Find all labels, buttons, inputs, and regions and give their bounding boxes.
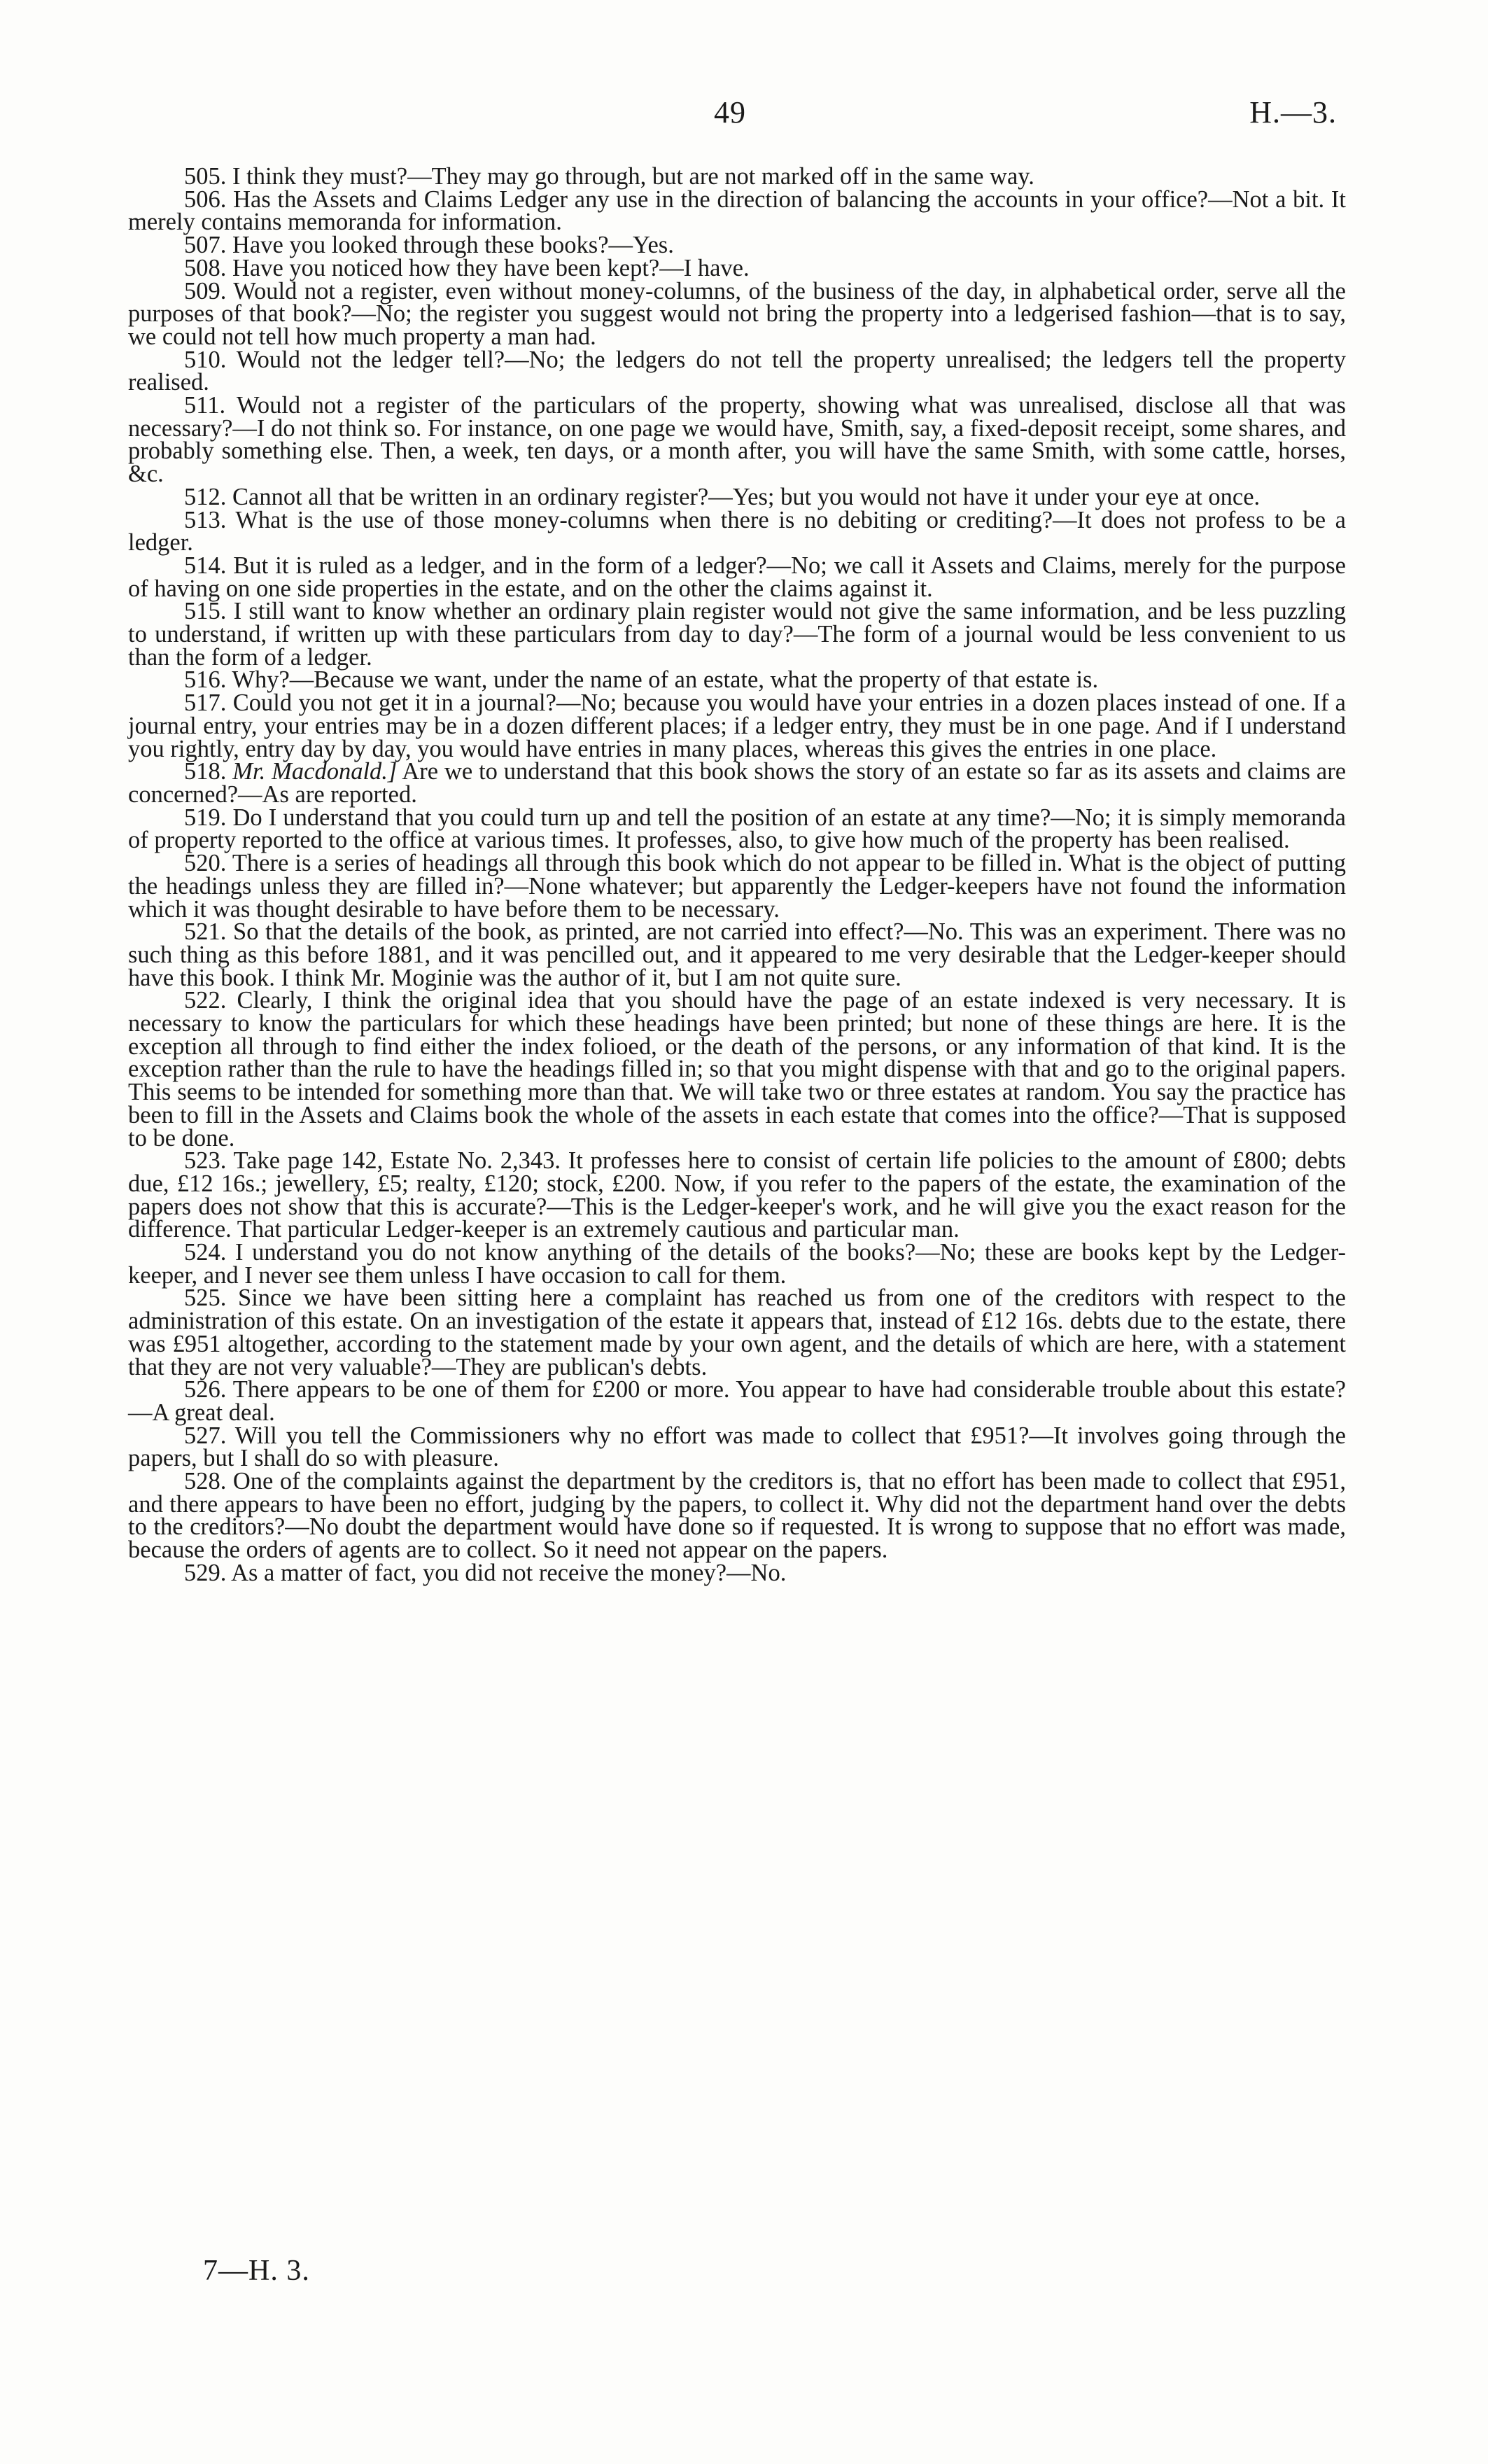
question-518 [128, 760, 1346, 806]
question-510: 510. Would not the ledger tell?—No; the ledgers do not tell the property unrealised; the ledgers tell the property realised. [128, 346, 1346, 396]
question-517: 517. Could you not get it in a journal?—No; because you would have your entries in a dozen places instead of one. If a journal entry, your entries may be in a dozen different places; if a ledger entry, they must be in one page. And if I understand you rightly, entry day by day, you would have entries in many places, whereas this gives the entries in one place. [128, 690, 1346, 762]
document-reference: H.—3. [1249, 95, 1337, 130]
question-511: 511. Would not a register of the particulars of the property, showing what was unrealised, disclose all that was necessary?—I do not think so. For instance, on one page we would have, Smith, say, a fixed-deposit receipt, some shares, and probably something else. Then, a week, ten days, or a month after, you will have the same Smith, with some cattle, horses, &c. [128, 392, 1346, 488]
question-514: 514. But it is ruled as a ledger, and in the form of a ledger?—No; we call it Assets and Claims, merely for the purpose of having on one side properties in the estate, and on the other the claims against it. [128, 552, 1346, 602]
question-515: 515. I still want to know whether an ordinary plain register would not give the same information, and be less puzzling to understand, if written up with these particulars from day to day?—The form of a journal would be less convenient to us than the form of a ledger. [128, 598, 1346, 671]
question-527: 527. Will you tell the Commissioners why no effort was made to collect that £951?—It involves going through the papers, but I shall do so with pleasure. [128, 1422, 1346, 1472]
question-524: 524. I understand you do not know anything of the details of the books?—No; these are books kept by the Ledger-keeper, and I never see them unless I have occasion to call for them. [128, 1239, 1346, 1289]
question-513: 513. What is the use of those money-columns when there is no debiting or crediting?—It does not profess to be a ledger. [128, 506, 1346, 556]
question-text: Are we to understand that this book shows the story of an estate so far as its assets and claims are concerned?—As are reported. [128, 758, 1347, 808]
question-522: 522. Clearly, I think the original idea that you should have the page of an estate indexed is very necessary. It is necessary to know the particulars for which these headings have been printed; but none of these things are here. It is the exception all through to find either the index folioed, or the death of the persons, or any information of that kind. It is the exception rather than the rule to have the headings filled in; so that you might dispense with that and go to the original papers. This seems to be intended for something more than that. We will take two or three estates at random. You say the practice has been to fill in the Assets and Claims book the whole of the assets in each estate that comes into the office?—That is supposed to be done. [128, 987, 1346, 1152]
question-519: 519. Do I understand that you could turn up and tell the position of an estate at any time?—No; it is simply memoranda of property reported to the office at various times. It professes, also, to give how much of the property has been realised. [128, 804, 1346, 854]
question-509: 509. Would not a register, even without money-columns, of the business of the day, in alphabetical order, serve all the purposes of that book?—No; the register you suggest would not bring the property into a ledgerised fashion—that is to say, we could not tell how much property a man had. [128, 277, 1346, 350]
question-528: 528. One of the complaints against the department by the creditors is, that no effort has been made to collect that £951, and there appears to have been no effort, judging by the papers, to collect it. Why did not the department hand over the debts to the creditors?—No doubt the department would have done so if requested. It is wrong to suppose that no effort was made, because the orders of agents are to collect. So it need not appear on the papers. [128, 1468, 1346, 1564]
question-529: 529. As a matter of fact, you did not receive the money?—No. [184, 1559, 787, 1586]
question-526: 526. There appears to be one of them for £200 or more. You appear to have had considerable trouble about this estate?—A great deal. [128, 1376, 1346, 1426]
question-506: 506. Has the Assets and Claims Ledger any use in the direction of balancing the accounts in your office?—Not a bit. It merely contains memoranda for information. [128, 186, 1346, 236]
speaker-name: Mr. Macdonald.] [232, 758, 398, 785]
question-520: 520. There is a series of headings all through this book which do not appear to be filled in. What is the object of putting the headings unless they are filled in?—None whatever; but apparently the Ledger-keepers have not found the information which it was thought desirable to have before them to be necessary. [128, 850, 1346, 923]
question-508: 508. Have you noticed how they have been kept?—I have. [184, 254, 750, 281]
signature-mark: 7—H. 3. [203, 2255, 310, 2287]
question-507: 507. Have you looked through these books?—Yes. [184, 232, 674, 259]
question-523: 523. Take page 142, Estate No. 2,343. It professes here to consist of certain life policies to the amount of £800; debts due, £12 16s.; jewellery, £5; realty, £120; stock, £200. Now, if you refer to the papers of the estate, the examination of the papers does not show that this is accurate?—This is the Ledger-keeper's work, and he will give you the exact reason for the difference. That particular Ledger-keeper is an extremely cautious and particular man. [128, 1147, 1346, 1243]
page-header [0, 94, 1488, 144]
question-512: 512. Cannot all that be written in an ordinary register?—Yes; but you would not have it under your eye at once. [184, 483, 1261, 510]
question-505: 505. I think they must?—They may go through, but are not marked off in the same way. [184, 163, 1034, 190]
question-521: 521. So that the details of the book, as printed, are not carried into effect?—No. This was an experiment. There was no such thing as this before 1881, and it was pencilled out, and it appeared to me very desirable that the Ledger-keeper should have this book. I think Mr. Moginie was the author of it, but I am not quite sure. [128, 918, 1346, 991]
question-number: 518. [184, 758, 227, 785]
page-number: 49 [714, 95, 746, 130]
question-516: 516. Why?—Because we want, under the name of an estate, what the property of that estate is. [184, 666, 1099, 694]
question-525: 525. Since we have been sitting here a complaint has reached us from one of the creditors with respect to the administration of this estate. On an investigation of the estate it appears that, instead of £12 16s. debts due to the estate, there was £951 altogether, according to the statement made by your own agent, and the details of which are here, with a statement that they are not very valuable?—They are publican's debts. [128, 1284, 1346, 1380]
evidence-transcript [128, 165, 1346, 1585]
